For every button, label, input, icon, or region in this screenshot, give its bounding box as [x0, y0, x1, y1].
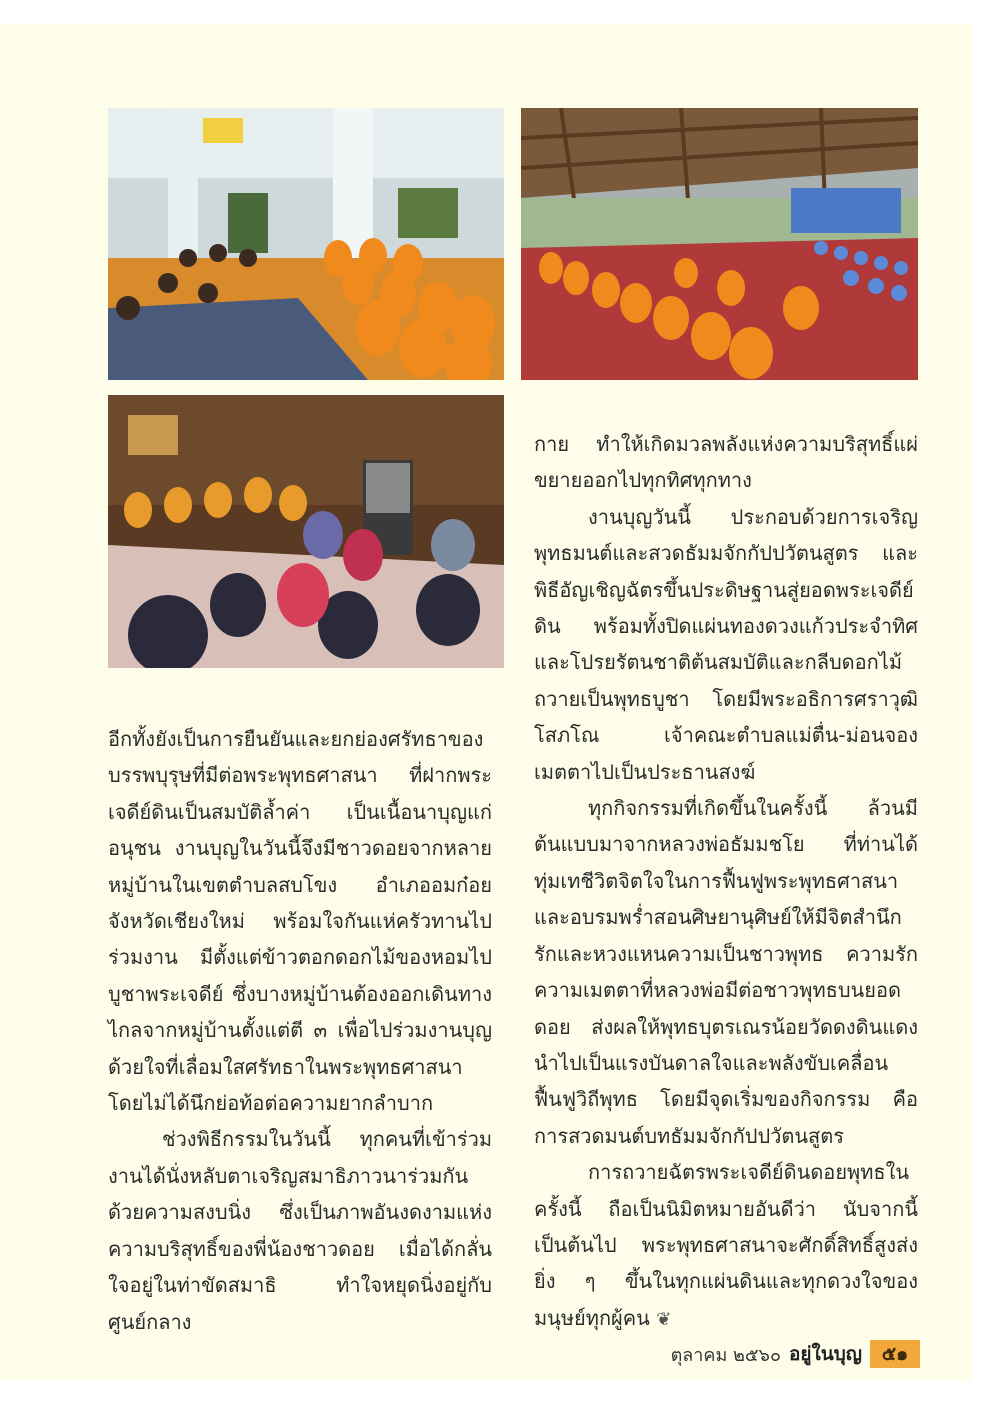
article-column-right	[534, 426, 918, 1338]
photo-monks-house-chanting	[108, 395, 504, 668]
leaf-end-icon: ❦	[656, 1308, 672, 1330]
page-number-badge: ๕๑	[870, 1340, 920, 1368]
magazine-page	[0, 24, 972, 1381]
photo-monks-indoor-ceremony	[108, 108, 504, 380]
page-footer	[560, 1339, 920, 1369]
article-paragraph: กาย ทำให้เกิดมวลพลังแห่งความบริสุทธิ์แผ่ขยายออกไปทุกทิศทุกทาง	[534, 432, 918, 493]
article-paragraph: ทุกกิจกรรมที่เกิดขึ้นในครั้งนี้ ล้วนมีต้นแบบมาจากหลวงพ่อธัมมชโย ที่ท่านได้ทุ่มเทชีวิตจิตใจในการฟื้นฟูพระพุทธศาสนาและอบรมพร่ำสอนศิษยานุศิษย์ให้มีจิตสำนึกรักและหวงแหนความเป็นชาวพุทธ ความรักความเมตตาที่หลวงพ่อมีต่อชาวพุทธบนยอดดอย ส่งผลให้พุทธบุตรเณรน้อยวัดดงดินแดงนำไปเป็นแรงบันดาลใจและพลังขับเคลื่อนฟื้นฟูวิถีพุทธ โดยมีจุดเริ่มของกิจกรรม คือการสวดมนต์บทธัมมจักกัปปวัตนสูตร	[534, 796, 918, 1148]
article-paragraph: อีกทั้งยังเป็นการยืนยันและยกย่องศรัทธาของบรรพบุรุษที่มีต่อพระพุทธศาสนา ที่ฝากพระเจดีย์ดินเป็นสมบัติล้ำค่า เป็นเนื้อนาบุญแก่อนุชน งานบุญในวันนี้จึงมีชาวดอยจากหลายหมู่บ้านในเขตตำบลสบโขง อำเภออมก๋อย จังหวัดเชียงใหม่ พร้อมใจกันแห่ครัวทานไปร่วมงาน มีตั้งแต่ข้าวตอกดอกไม้ของหอมไปบูชาพระเจดีย์ ซึ่งบางหมู่บ้านต้องออกเดินทางไกลจากหมู่บ้านตั้งแต่ตี ๓ เพื่อไปร่วมงานบุญด้วยใจที่เลื่อมใสศรัทธาในพระพุทธศาสนา โดยไม่ได้นึกย่อท้อต่อความยากลำบาก	[108, 727, 492, 1116]
issue-date: ตุลาคม ๒๕๖๐	[670, 1344, 781, 1366]
photo-monks-hall-meditation	[521, 108, 918, 380]
article-column-left	[108, 721, 492, 1340]
article-paragraph: การถวายฉัตรพระเจดีย์ดินดอยพุทธในครั้งนี้ ถือเป็นนิมิตหมายอันดีว่า นับจากนี้เป็นต้นไป พระพุทธศาสนาจะศักดิ์สิทธิ์สูงส่งยิ่ง ๆ ขึ้นในทุกแผ่นดินและทุกดวงใจของมนุษย์ทุกผู้คน	[534, 1160, 918, 1330]
article-paragraph: งานบุญวันนี้ ประกอบด้วยการเจริญพุทธมนต์และสวดธัมมจักกัปปวัตนสูตร และพิธีอัญเชิญฉัตรขึ้นประดิษฐานสู่ยอดพระเจดีย์ดิน พร้อมทั้งปิดแผ่นทองดวงแก้วประจำทิศและโปรยรัตนชาติต้นสมบัติและกลีบดอกไม้ถวายเป็นพุทธบูชา โดยมีพระอธิการศราวุฒิ โสภโณ เจ้าคณะตำบลแม่ตื่น-ม่อนจอง เมตตาไปเป็นประธานสงฆ์	[534, 504, 918, 784]
magazine-name: อยู่ในบุญ	[788, 1343, 862, 1365]
article-paragraph: ช่วงพิธีกรรมในวันนี้ ทุกคนที่เข้าร่วมงานได้นั่งหลับตาเจริญสมาธิภาวนาร่วมกันด้วยความสงบนิ่ง ซึ่งเป็นภาพอันงดงามแห่งความบริสุทธิ์ของพี่น้องชาวดอย เมื่อได้กลั่นใจอยู่ในท่าขัดสมาธิ ทำใจหยุดนิ่งอยู่กับศูนย์กลาง	[108, 1127, 492, 1334]
